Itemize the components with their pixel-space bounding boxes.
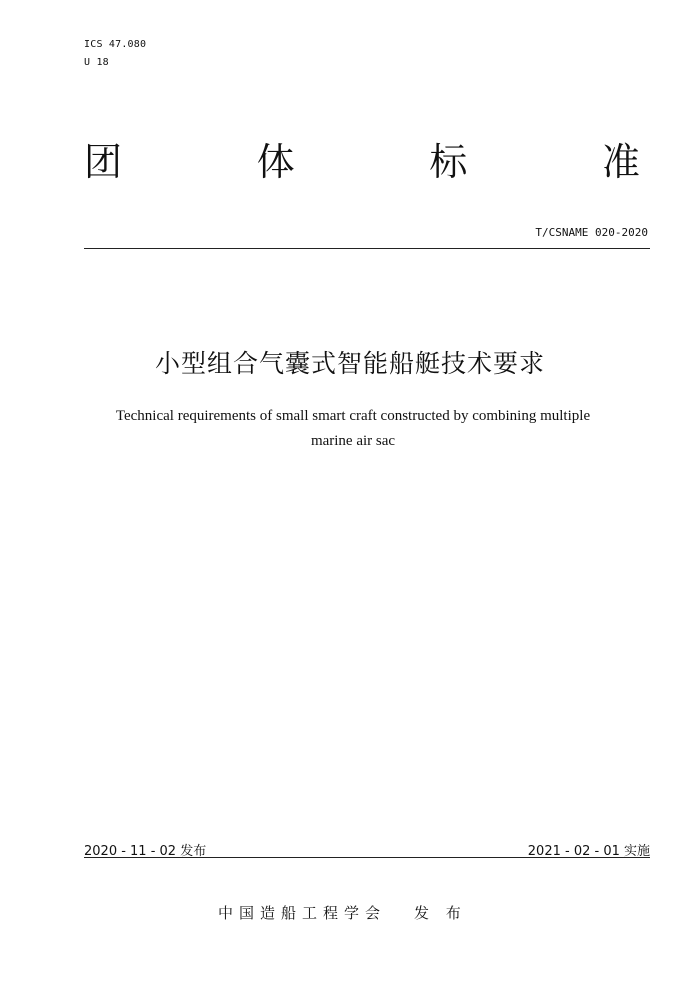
implementation-date: 2021 - 02 - 01 实施 bbox=[527, 844, 650, 859]
heading-char-1: 团 bbox=[84, 140, 123, 184]
heading-char-4: 准 bbox=[601, 140, 640, 184]
bottom-divider bbox=[84, 857, 650, 858]
title-chinese: 小型组合气囊式智能船艇技术要求 bbox=[154, 349, 545, 378]
standard-number: T/CSNAME 020-2020 bbox=[535, 226, 648, 239]
top-divider bbox=[84, 248, 650, 249]
title-english-line-2: marine air sac bbox=[310, 433, 396, 449]
issue-date: 2020 - 11 - 02 发布 bbox=[84, 844, 207, 859]
heading-char-3: 标 bbox=[429, 140, 468, 184]
publisher-line bbox=[218, 902, 467, 923]
title-english bbox=[80, 404, 626, 454]
heading-char-2: 体 bbox=[256, 140, 295, 184]
class-code: U 18 bbox=[84, 57, 109, 68]
title-english-line-1: Technical requirements of small smart craft constructed by combining multiple bbox=[115, 408, 591, 424]
classification-codes bbox=[84, 36, 146, 72]
publisher-name: 中国造船工程学会 bbox=[218, 904, 387, 922]
ics-code: ICS 47.080 bbox=[84, 39, 147, 50]
standard-type-heading bbox=[84, 138, 640, 186]
publish-label: 发 布 bbox=[414, 904, 467, 922]
